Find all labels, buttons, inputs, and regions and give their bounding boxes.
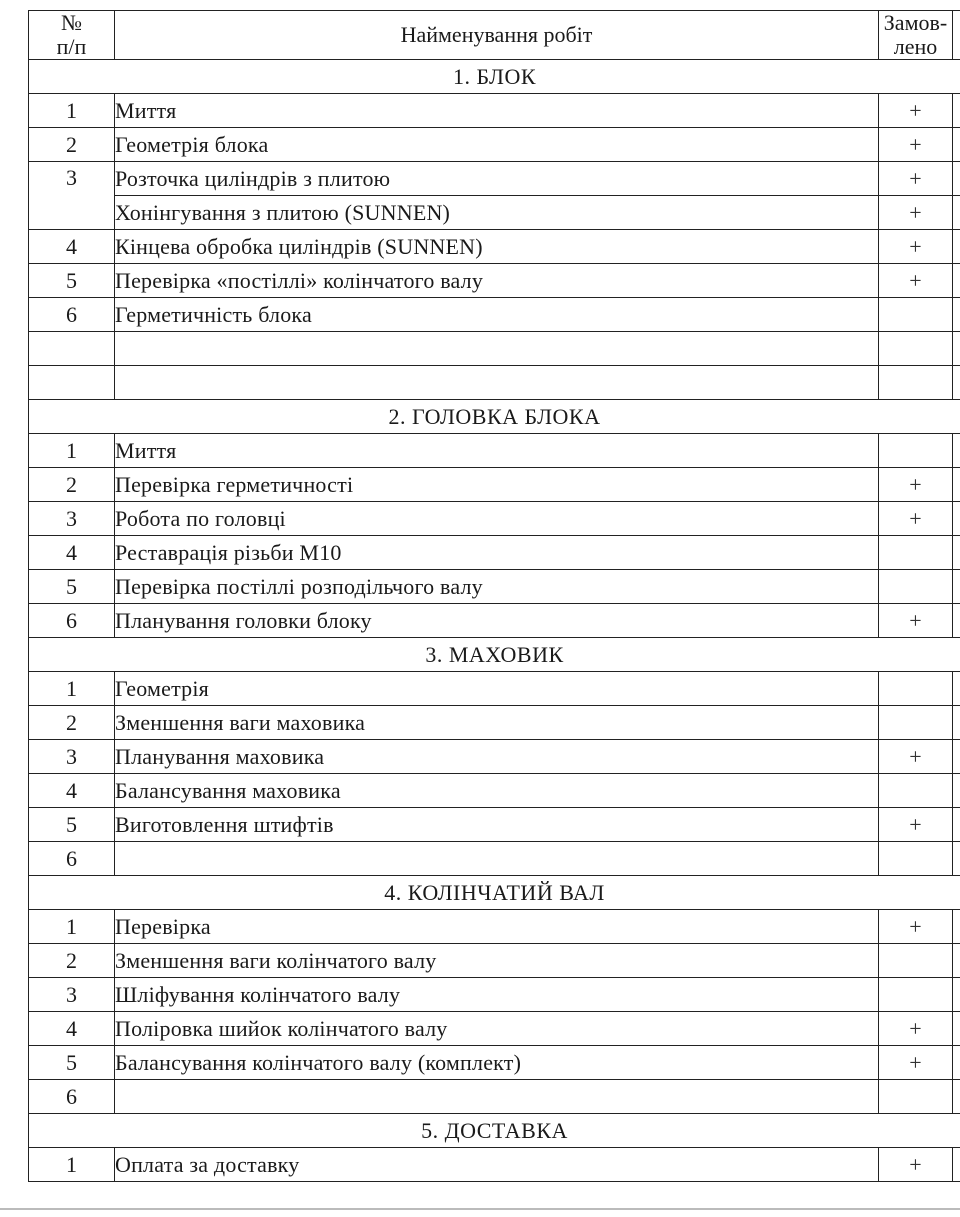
row-number-cell: 5 [29,1046,115,1080]
section-title: 5. ДОСТАВКА [29,1114,960,1148]
work-name-cell: Балансування маховика [115,774,879,808]
table-row [29,128,960,162]
row-number-cell: 2 [29,468,115,502]
column-header-ordered-line2: лено [893,34,938,60]
table-row [29,740,960,774]
row-number-cell: 4 [29,1012,115,1046]
extra-cell [953,502,960,536]
table-row [29,944,960,978]
extra-cell [953,434,960,468]
table-row [29,434,960,468]
row-number-cell: 6 [29,1080,115,1114]
ordered-mark-cell: + [879,162,953,196]
extra-cell [953,944,960,978]
work-name-cell [115,366,879,400]
table-row [29,570,960,604]
ordered-mark-cell: + [879,604,953,638]
work-name-cell: Планування маховика [115,740,879,774]
work-name-cell: Перевірка герметичності [115,468,879,502]
table-row [29,672,960,706]
row-number-cell: 5 [29,264,115,298]
section-title: 3. МАХОВИК [29,638,960,672]
section-row [29,60,960,94]
table-row [29,706,960,740]
ordered-mark-cell [879,944,953,978]
column-header-number [29,11,115,60]
ordered-mark-cell: + [879,740,953,774]
column-header-ordered [879,11,953,60]
ordered-mark-cell [879,774,953,808]
extra-cell [953,740,960,774]
table-row [29,366,960,400]
page-bottom-edge [0,1208,960,1210]
row-number-cell: 6 [29,604,115,638]
ordered-mark-cell [879,332,953,366]
ordered-mark-cell: + [879,468,953,502]
section-row [29,876,960,910]
work-name-cell: Геометрія блока [115,128,879,162]
section-title: 4. КОЛІНЧАТИЙ ВАЛ [29,876,960,910]
work-name-cell: Планування головки блоку [115,604,879,638]
work-name-cell: Перевірка постіллі розподільчого валу [115,570,879,604]
row-number-cell: 1 [29,94,115,128]
work-name-cell: Миття [115,434,879,468]
extra-cell [953,672,960,706]
extra-cell [953,774,960,808]
extra-cell [953,536,960,570]
ordered-mark-cell [879,706,953,740]
extra-cell [953,808,960,842]
section-row [29,400,960,434]
work-name-cell: Перевірка [115,910,879,944]
ordered-mark-cell: + [879,502,953,536]
extra-cell [953,468,960,502]
work-name-cell: Перевірка «постіллі» колінчатого валу [115,264,879,298]
table-row [29,230,960,264]
section-row [29,638,960,672]
table-row [29,978,960,1012]
extra-cell [953,196,960,230]
row-number-cell: 6 [29,842,115,876]
work-name-cell [115,332,879,366]
work-name-cell: Реставрація різьби М10 [115,536,879,570]
ordered-mark-cell [879,672,953,706]
row-number-cell: 4 [29,536,115,570]
row-number-cell [29,332,115,366]
row-number-cell: 3 [29,162,115,230]
extra-cell [953,128,960,162]
work-name-cell [115,1080,879,1114]
ordered-mark-cell [879,842,953,876]
row-number-cell: 4 [29,774,115,808]
work-name-cell: Зменшення ваги колінчатого валу [115,944,879,978]
extra-cell [953,1012,960,1046]
column-header-ordered-line1: Замов- [883,10,948,35]
table-row [29,264,960,298]
table-row [29,808,960,842]
row-number-cell: 4 [29,230,115,264]
row-number-cell: 6 [29,298,115,332]
row-number-cell: 3 [29,978,115,1012]
work-name-cell: Герметичність блока [115,298,879,332]
table-row [29,536,960,570]
extra-cell [953,978,960,1012]
ordered-mark-cell: + [879,910,953,944]
column-header-name: Найменування робіт [115,11,879,60]
work-name-cell: Розточка циліндрів з плитою [115,162,879,196]
ordered-mark-cell [879,298,953,332]
row-number-cell: 3 [29,740,115,774]
column-header-number-line2: п/п [56,34,87,60]
extra-cell [953,570,960,604]
extra-cell [953,162,960,196]
extra-cell [953,332,960,366]
work-name-cell [115,842,879,876]
ordered-mark-cell [879,978,953,1012]
extra-cell [953,1080,960,1114]
table-row [29,502,960,536]
table-row [29,842,960,876]
table-row [29,1012,960,1046]
extra-cell [953,230,960,264]
extra-cell [953,366,960,400]
table-row [29,332,960,366]
ordered-mark-cell [879,434,953,468]
table-row [29,1046,960,1080]
table-row [29,910,960,944]
ordered-mark-cell: + [879,94,953,128]
work-name-cell: Зменшення ваги маховика [115,706,879,740]
work-name-cell: Миття [115,94,879,128]
ordered-mark-cell: + [879,808,953,842]
section-title: 2. ГОЛОВКА БЛОКА [29,400,960,434]
column-header-number-line1: № [61,10,82,35]
table-body [29,60,960,1182]
row-number-cell: 1 [29,434,115,468]
row-number-cell: 5 [29,808,115,842]
work-name-cell: Виготовлення штифтів [115,808,879,842]
section-title: 1. БЛОК [29,60,960,94]
table-row [29,94,960,128]
row-number-cell: 3 [29,502,115,536]
extra-cell [953,264,960,298]
section-row [29,1114,960,1148]
table-row [29,604,960,638]
ordered-mark-cell: + [879,196,953,230]
row-number-cell: 2 [29,944,115,978]
ordered-mark-cell: + [879,230,953,264]
work-order-sheet [28,10,960,1182]
work-name-cell: Поліровка шийок колінчатого валу [115,1012,879,1046]
table-row [29,162,960,196]
extra-cell [953,94,960,128]
ordered-mark-cell [879,536,953,570]
table-row [29,1148,960,1182]
extra-cell [953,1046,960,1080]
extra-cell [953,842,960,876]
table-row [29,774,960,808]
extra-cell [953,1148,960,1182]
row-number-cell: 1 [29,1148,115,1182]
ordered-mark-cell: + [879,264,953,298]
extra-cell [953,910,960,944]
ordered-mark-cell [879,570,953,604]
table-row [29,298,960,332]
table-row [29,468,960,502]
ordered-mark-cell: + [879,1148,953,1182]
row-number-cell: 1 [29,910,115,944]
extra-cell [953,706,960,740]
row-number-cell: 2 [29,706,115,740]
table-row [29,1080,960,1114]
ordered-mark-cell: + [879,128,953,162]
work-name-cell: Кінцева обробка циліндрів (SUNNEN) [115,230,879,264]
row-number-cell [29,366,115,400]
work-name-cell: Геометрія [115,672,879,706]
extra-cell [953,604,960,638]
row-number-cell: 1 [29,672,115,706]
ordered-mark-cell: + [879,1012,953,1046]
row-number-cell: 5 [29,570,115,604]
table-row [29,196,960,230]
row-number-cell: 2 [29,128,115,162]
ordered-mark-cell [879,366,953,400]
extra-cell [953,298,960,332]
work-name-cell: Балансування колінчатого валу (комплект) [115,1046,879,1080]
ordered-mark-cell [879,1080,953,1114]
work-name-cell: Хонінгування з плитою (SUNNEN) [115,196,879,230]
work-name-cell: Робота по головці [115,502,879,536]
ordered-mark-cell: + [879,1046,953,1080]
work-name-cell: Оплата за доставку [115,1148,879,1182]
work-name-cell: Шліфування колінчатого валу [115,978,879,1012]
table-header-row [29,11,960,60]
work-order-table [28,10,960,1182]
column-header-extra [953,11,960,60]
